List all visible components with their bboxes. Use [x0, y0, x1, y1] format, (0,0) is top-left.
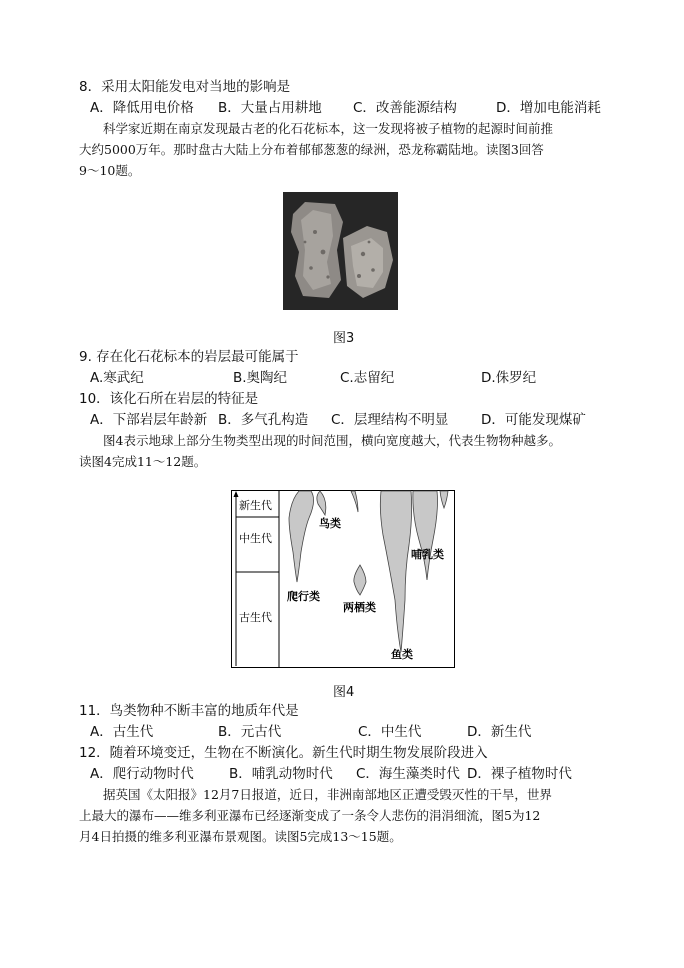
- q9-option-b: B.奥陶纪: [233, 370, 288, 386]
- fossil-photo: [283, 192, 398, 310]
- passage1-line2: 大约5000万年。那时盘古大陆上分布着郁郁葱葱的绿洲，恐龙称霸陆地。读图3回答: [79, 142, 544, 157]
- animal-label-amphibian: 两栖类: [343, 601, 376, 614]
- era-label-cenozoic: 新生代: [239, 499, 272, 512]
- q8-stem: 8．采用太阳能发电对当地的影响是: [79, 79, 291, 95]
- passage2-line1: 图4表示地球上部分生物类型出现的时间范围，横向宽度越大，代表生物物种越多。: [103, 433, 561, 448]
- q10-option-b: B．多气孔构造: [218, 412, 309, 428]
- passage2-line2: 读图4完成11～12题。: [79, 454, 207, 469]
- q8-option-a: A．降低用电价格: [90, 100, 194, 116]
- q9-stem: 9. 存在化石花标本的岩层最可能属于: [79, 349, 299, 365]
- q9-option-d: D.侏罗纪: [481, 370, 537, 386]
- q11-option-d: D．新生代: [467, 724, 532, 740]
- fig4-diagram: [231, 490, 455, 668]
- era-label-paleozoic: 古生代: [239, 611, 272, 624]
- fig3-caption: 图3: [333, 331, 355, 346]
- passage3-line2: 上最大的瀑布——维多利亚瀑布已经逐渐变成了一条令人悲伤的涓涓细流，图5为12: [79, 808, 541, 823]
- animal-label-mammal: 哺乳类: [411, 548, 444, 561]
- q11-option-a: A．古生代: [90, 724, 154, 740]
- passage1-line3: 9～10题。: [79, 163, 141, 178]
- q12-option-c: C．海生藻类时代: [356, 766, 460, 782]
- animal-label-reptile: 爬行类: [287, 590, 320, 603]
- q12-option-b: B．哺乳动物时代: [229, 766, 333, 782]
- q10-stem: 10．该化石所在岩层的特征是: [79, 391, 259, 407]
- q10-option-c: C．层理结构不明显: [331, 412, 449, 428]
- q12-stem: 12．随着环境变迁，生物在不断演化。新生代时期生物发展阶段进入: [79, 745, 488, 761]
- q11-option-c: C．中生代: [358, 724, 422, 740]
- q9-option-a: A.寒武纪: [90, 370, 144, 386]
- animal-label-fish: 鱼类: [391, 648, 413, 661]
- passage3-line3: 月4日拍摄的维多利亚瀑布景观图。读图5完成13～15题。: [79, 829, 402, 844]
- q8-option-b: B．大量占用耕地: [218, 100, 322, 116]
- fig4-caption: 图4: [333, 685, 355, 700]
- passage3-line1: 据英国《太阳报》12月7日报道，近日，非洲南部地区正遭受毁灭性的干旱，世界: [103, 787, 552, 802]
- q10-option-a: A．下部岩层年龄新: [90, 412, 208, 428]
- q8-option-c: C．改善能源结构: [353, 100, 457, 116]
- q9-option-c: C.志留纪: [340, 370, 395, 386]
- era-label-mesozoic: 中生代: [239, 532, 272, 545]
- q11-stem: 11．鸟类物种不断丰富的地质年代是: [79, 703, 299, 719]
- q12-option-d: D．裸子植物时代: [467, 766, 572, 782]
- passage1-line1: 科学家近期在南京发现最古老的化石花标本，这一发现将被子植物的起源时间前推: [103, 121, 554, 136]
- q8-option-d: D．增加电能消耗: [496, 100, 601, 116]
- q12-option-a: A．爬行动物时代: [90, 766, 194, 782]
- q11-option-b: B．元古代: [218, 724, 282, 740]
- animal-label-bird: 鸟类: [319, 517, 341, 530]
- q10-option-d: D．可能发现煤矿: [481, 412, 586, 428]
